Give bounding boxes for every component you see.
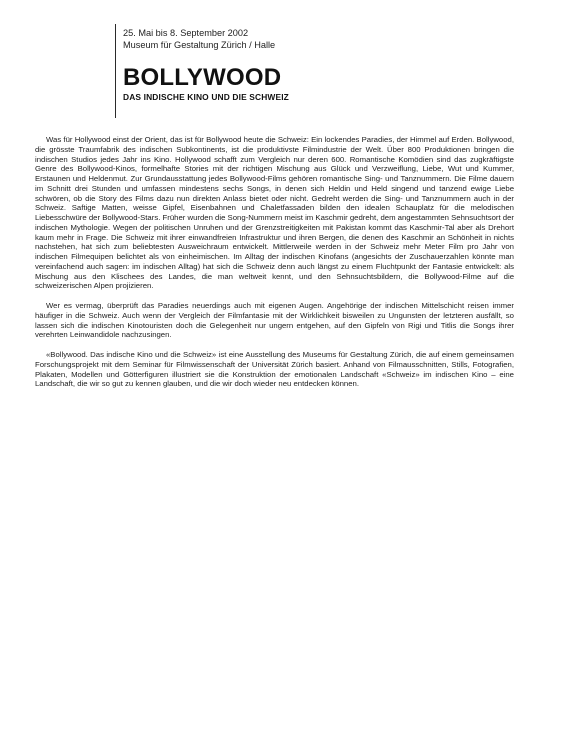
header-block <box>123 27 503 103</box>
page-subtitle: DAS INDISCHE KINO UND DIE SCHWEIZ <box>123 92 289 102</box>
body-paragraph-3: «Bollywood. Das indische Kino und die Schweiz» ist eine Ausstellung des Museums für Gestaltung Zürich, die auf einem gemeinsamen Forschungsprojekt mit dem Seminar für Filmwissenschaft der Universität Zürich basiert. Anhand von Filmausschnitten, Stills, Fotografien, Plakaten, Modellen und Götterfiguren illustriert sie die Konstruktion der emotionalen Landschaft «Schweiz» im indischen Kino – eine Landschaft, die wir so gut zu kennen glauben, und die wir doch wieder neu entdecken können. <box>35 350 514 389</box>
body-paragraph-1: Was für Hollywood einst der Orient, das ist für Bollywood heute die Schweiz: Ein lockendes Paradies, der Himmel auf Erden. Bollywood, die grösste Traumfabrik des indischen Subkontinents, ist die produktivste Filmindustrie der Welt. Über 800 Produktionen bringen die indischen Studios jedes Jahr ins Kino. Hollywood schafft zum Vergleich nur deren 600. Romantische Komödien sind das zugkräftigste Genre des Bollywood-Kinos, formelhafte Stories mit der richtigen Mischung aus Glück und Verzweiflung, Liebe, Wut und Kummer, Erstaunen und Heldenmut. Zur Grundausstattung jedes Bollywood-Films gehören romantische Sing- und Tanznummern. Die Filme dauern im Schnitt drei Stunden und umfassen mindestens sechs Songs, in denen sich Heldin und Held singend und tanzend ewige Liebe schwören, ob die Story des Films dazu nun direkten Anlass bietet oder nicht. Gedreht werden die Sing- und Tanznummern auch in der Schweiz. Saftige Matten, weisse Gipfel, Eisenbahnen und Chaletfassaden bilden den idealen Schauplatz für die melodischen Liebesschwüre der Bollywood-Stars. Früher wurden die Song-Nummern meist im Kaschmir gedreht, dem angestammten Sehnsuchtsort der indischen Mythologie. Wegen der politischen Unruhen und der Grenzstreitigkeiten mit Pakistan kommt das Kaschmir-Tal aber als Drehort kaum mehr in Frage. Die Schweiz mit ihrer einwandfreien Infrastruktur und ihren Bergen, die denen des Kaschmir an Schönheit in nichts nachstehen, hat sich zum beliebtesten Ausweichraum entwickelt. Mittlerweile werden in der Schweiz mehr Meter Film pro Jahr von indischen Filmequipen belichtet als von einheimischen. Im Alltag der indischen Kinofans (angesichts der Zuschauerzahlen könnte man vereinfachend auch sagen: im indischen Alltag) hat sich die Schweiz denn auch längst zu einem Fluchtpunkt der Fantasie entwickelt: als Mischung aus den Klischees des Landes, die man weltweit kennt, und den Sehnsuchtsbildern, die Bollywood-Filme auf die schweizerischen Alpen projizieren. <box>35 135 514 291</box>
header-vertical-rule <box>115 24 116 118</box>
exhibition-dates: 25. Mai bis 8. September 2002 <box>123 28 249 38</box>
page-title: BOLLYWOOD <box>123 64 282 91</box>
body-paragraph-2: Wer es vermag, überprüft das Paradies neuerdings auch mit eigenen Augen. Angehörige der indischen Mittelschicht reisen immer häufiger in die Schweiz. Auch wenn der Vergleich der Filmfantasie mit der Wirklichkeit bisweilen zu Ungunsten der letzteren ausfällt, so lassen sich die indischen Kinotouristen doch die Gelegenheit nur ungern entgehen, auf den Gipfeln von Rigi und Titlis die Songs ihrer verehrten Leinwandidole nachzusingen. <box>35 301 514 340</box>
body-text <box>35 135 514 399</box>
exhibition-venue: Museum für Gestaltung Zürich / Halle <box>123 40 276 50</box>
